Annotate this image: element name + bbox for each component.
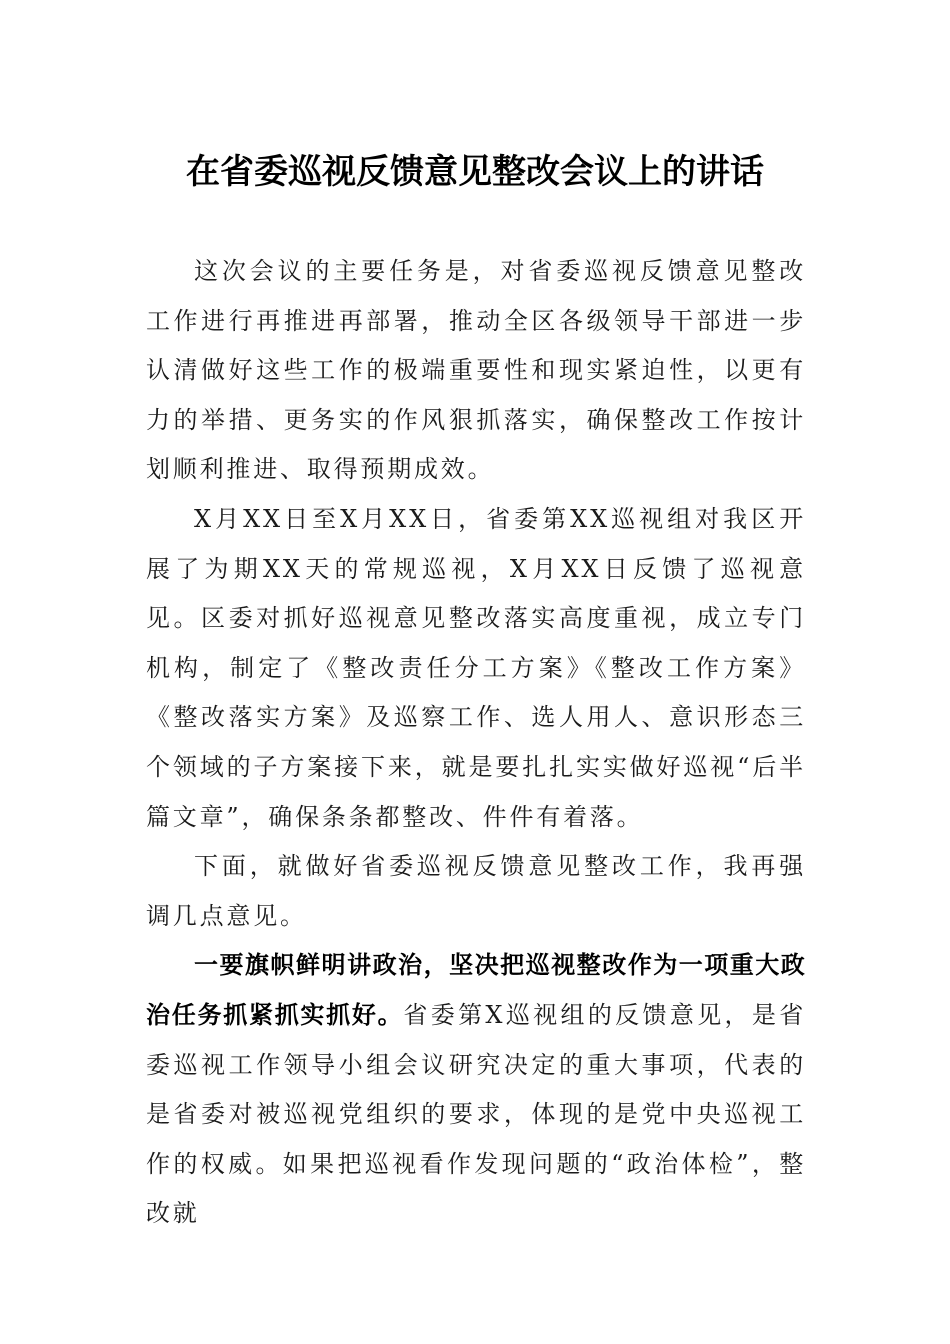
document-body [146, 247, 806, 1239]
paragraph-1 [146, 247, 806, 495]
paragraph-4 [146, 941, 806, 1239]
paragraph-2 [146, 495, 806, 842]
paragraph-3 [146, 842, 806, 941]
paragraph-2-text: X月XX日至X月XX日，省委第XX巡视组对我区开展了为期XX天的常规巡视，X月XX日反馈了巡视意见。区委对抓好巡视意见整改落实高度重视，成立专门机构，制定了《整改责任分工方案》《整改工作方案》《整改落实方案》及巡察工作、选人用人、意识形态三个领域的子方案接下来，就是要扎扎实实做好巡视“后半篇文章”，确保条条都整改、件件有着落。 [146, 504, 806, 831]
paragraph-3-text: 下面，就做好省委巡视反馈意见整改工作，我再强调几点意见。 [146, 852, 806, 930]
paragraph-4-text: 省委第X巡视组的反馈意见，是省委巡视工作领导小组会议研究决定的重大事项，代表的是省委对被巡视党组织的要求，体现的是党中央巡视工作的权威。如果把巡视看作发现问题的“政治体检”，整改就 [146, 1000, 807, 1228]
paragraph-4-lead-heading: 一要旗帜鲜明讲政治，坚决把巡视整改作为一项重大政治任务抓紧抓实抓好。 [146, 951, 806, 1029]
paragraph-1-text: 这次会议的主要任务是，对省委巡视反馈意见整改工作进行再推进再部署，推动全区各级领导干部进一步认清做好这些工作的极端重要性和现实紧迫性，以更有力的举措、更务实的作风狠抓落实，确保整改工作按计划顺利推进、取得预期成效。 [146, 257, 806, 484]
document-title: 在省委巡视反馈意见整改会议上的讲话 [186, 152, 764, 192]
